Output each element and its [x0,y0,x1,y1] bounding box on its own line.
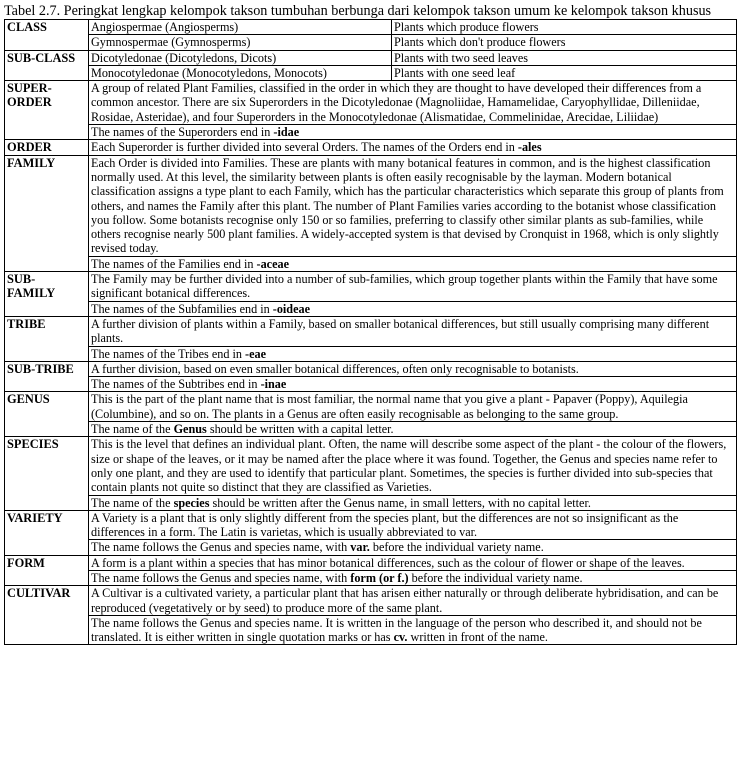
superorder-note-cell [89,125,737,140]
rank-label-cultivar: CULTIVAR [5,586,89,645]
genus-desc-cell: This is the part of the plant name that is most familiar, the normal name that you give a plant - Papaver (Poppy), Aquilegia (Columbine), and so on. The plants in a Genus are often easily recognisable as belonging to the same group. [89,392,737,422]
rank-label-subclass: SUB-CLASS [5,50,89,81]
genus-note-cell [89,422,737,437]
table-row [5,392,737,422]
superorder-desc-cell: A group of related Plant Families, classified in the order in which they are thought to have developed their differences from a common ancestor. There are six Superorders in the Dicotyledonae (Magnoliidae, Hamamelidae, Caryophyllidae, Dilleniidae, Rosidae, Asteridae), and four Superorders in the Monocotyledonae (Alismatidae, Commelinidae, Arecidae, Liliidae) [89,81,737,125]
cultivar-note-cell [89,615,737,645]
table-row [5,50,737,65]
class-desc-cell: Plants which produce flowers [392,20,737,35]
table-row [5,125,737,140]
family-note-cell [89,256,737,271]
rank-label-line: ORDER [7,95,52,110]
note-text: before the individual variety name. [408,570,583,585]
rank-label-superorder [5,81,89,140]
note-suffix: -oideae [272,301,310,316]
table-row [5,540,737,555]
rank-label-form: FORM [5,555,89,586]
note-text: The name follows the Genus and species name, with [91,570,351,585]
note-suffix: -aceae [256,256,289,271]
note-suffix: -inae [260,377,287,392]
subfamily-note-cell [89,301,737,316]
note-text: The name follows the Genus and species name. It is written in the language of the person who described it, and should not be translated. It is either written in single quotation marks or has [91,615,702,645]
subclass-desc-cell: Plants with two seed leaves [392,50,737,65]
note-suffix: -ales [517,140,542,155]
table-row [5,586,737,616]
table-row [5,377,737,392]
note-text: The names of the Superorders end in [91,125,274,140]
table-row [5,346,737,361]
subtribe-note-cell [89,377,737,392]
note-suffix: -idae [273,125,300,140]
species-desc-cell: This is the level that defines an individual plant. Often, the name will describe some aspect of the plant - the colour of the flowers, size or shape of the leaves, or it may be named after the place where it was found. Together, the Genus and species name refer to only one plant, and they are used to identify that particular plant. Sometimes, the species is further divided into sub-species that contain plants not quite so distinct that they are classified as Varieties. [89,437,737,495]
form-note-cell [89,570,737,585]
variety-note-cell [89,540,737,555]
class-name-cell: Gymnospermae (Gymnosperms) [89,35,392,50]
rank-label-genus: GENUS [5,392,89,437]
variety-desc-cell: A Variety is a plant that is only slightly different from the species plant, but the differences are not so insignificant as the differences in a form. The Latin is varietas, which is usually abbreviated to var. [89,510,737,540]
table-row [5,140,737,155]
rank-label-order: ORDER [5,140,89,155]
note-text: The names of the Tribes end in [91,346,246,361]
rank-label-species: SPECIES [5,437,89,510]
species-note-cell [89,495,737,510]
tribe-note-cell [89,346,737,361]
note-bold-term: form (or f.) [350,570,409,585]
table-row [5,301,737,316]
note-text: The name of the [91,422,174,437]
rank-label-line: SUB- [7,272,36,287]
note-text: Each Superorder is further divided into several Orders. The names of the Orders end in [91,140,518,155]
note-text: The names of the Families end in [91,256,257,271]
table-row [5,316,737,346]
note-text: The name of the [91,495,174,510]
table-row [5,361,737,376]
subclass-name-cell: Dicotyledonae (Dicotyledons, Dicots) [89,50,392,65]
note-text: should be written after the Genus name, in small letters, with no capital letter. [209,495,591,510]
table-row [5,615,737,645]
table-row [5,81,737,125]
note-bold-term: species [173,495,210,510]
rank-label-line: SUPER- [7,81,52,96]
subtribe-desc-cell: A further division, based on even smaller botanical differences, often only recognisable to botanists. [89,361,737,376]
table-row [5,422,737,437]
table-row [5,495,737,510]
table-row [5,35,737,50]
table-row [5,155,737,256]
table-caption: Tabel 2.7. Peringkat lengkap kelompok takson tumbuhan berbunga dari kelompok takson umum ke kelompok takson khusus [4,3,712,19]
note-bold-term: var. [350,540,370,555]
note-text: written in front of the name. [407,630,548,645]
note-text: before the individual variety name. [369,540,544,555]
rank-label-line: FAMILY [7,286,56,301]
subfamily-desc-cell: The Family may be further divided into a number of sub-families, which group together plants within the Family that have some significant botanical differences. [89,272,737,302]
order-desc-cell [89,140,737,155]
table-row [5,65,737,80]
table-row [5,256,737,271]
table-row [5,510,737,540]
class-desc-cell: Plants which don't produce flowers [392,35,737,50]
note-bold-term: cv. [393,630,408,645]
subclass-desc-cell: Plants with one seed leaf [392,65,737,80]
note-suffix: -eae [245,346,266,361]
table-row [5,437,737,495]
note-text: The name follows the Genus and species name, with [91,540,351,555]
note-text: should be written with a capital letter. [206,422,394,437]
cultivar-desc-cell: A Cultivar is a cultivated variety, a particular plant that has arisen either naturally or through deliberate hybridisation, and can be reproduced (vegetatively or by seed) to produce more of the same plant. [89,586,737,616]
rank-label-variety: VARIETY [5,510,89,555]
tribe-desc-cell: A further division of plants within a Family, based on smaller botanical differences, but still usually comprising many different plants. [89,316,737,346]
family-desc-cell: Each Order is divided into Families. These are plants with many botanical features in common, and is the highest classification normally used. At this level, the similarity between plants is often easily recognisable by the layman. Modern botanical classification assigns a type plant to each Family, which has the particular characteristics which separate this group of plants from others, and names the Family after this plant. The number of Plant Families varies according to the botanist whose classification you follow. Some botanists recognise only 150 or so families, preferring to classify other similar plants as sub-families, while others recognise nearly 500 plant families. A widely-accepted system is that devised by Cronquist in 1968, which is only slightly revised today. [89,155,737,256]
note-text: The names of the Subtribes end in [91,377,261,392]
rank-label-subfamily [5,272,89,317]
table-row [5,20,737,35]
table-row [5,570,737,585]
taxon-rank-table [4,19,737,645]
form-desc-cell: A form is a plant within a species that has minor botanical differences, such as the colour of flower or shape of the leaves. [89,555,737,570]
rank-label-tribe: TRIBE [5,316,89,361]
rank-label-class: CLASS [5,20,89,51]
rank-label-family: FAMILY [5,155,89,271]
rank-label-subtribe: SUB-TRIBE [5,361,89,392]
subclass-name-cell: Monocotyledonae (Monocotyledons, Monocots) [89,65,392,80]
table-row [5,272,737,302]
note-bold-term: Genus [173,422,207,437]
class-name-cell: Angiospermae (Angiosperms) [89,20,392,35]
table-row [5,555,737,570]
note-text: The names of the Subfamilies end in [91,301,273,316]
